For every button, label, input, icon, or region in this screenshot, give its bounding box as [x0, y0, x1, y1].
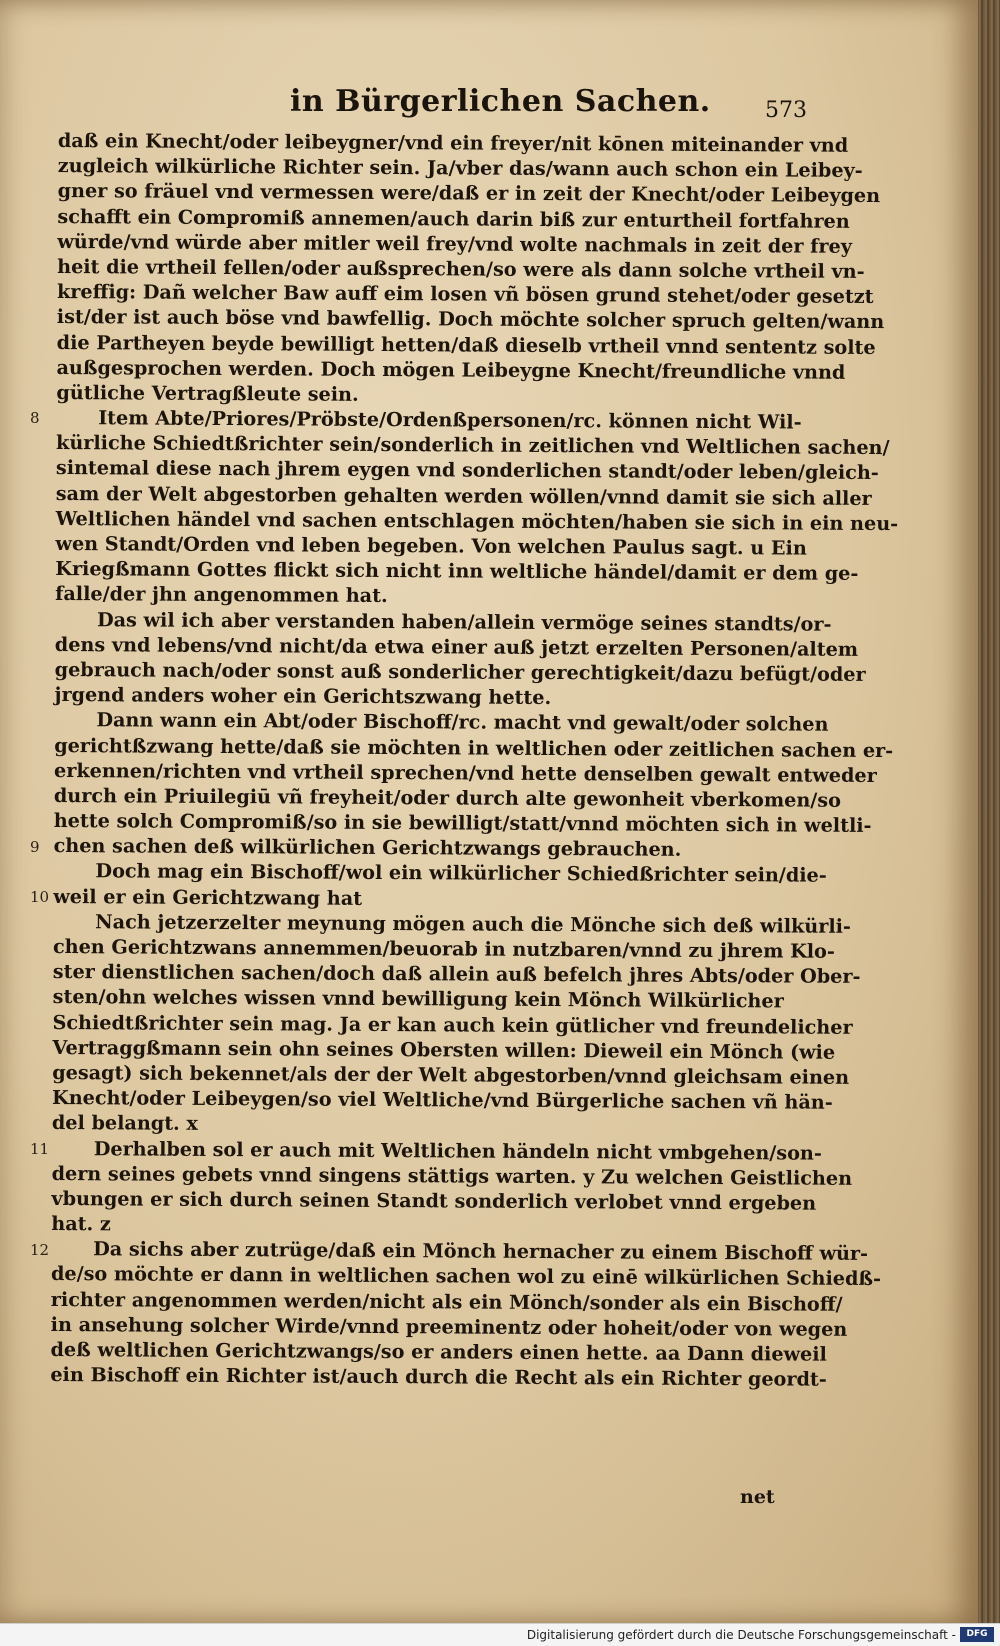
text-line: Item Abte/Priores/Pröbste/Ordenßpersonen/rc. können nicht Wil-	[98, 406, 802, 434]
text-line: würde/vnd würde aber mitler weil frey/vnd wolte nachmals in zeit der frey	[57, 229, 853, 258]
text-line: zugleich wilkürliche Richter sein. Ja/vber das/wann auch schon ein Leibey-	[57, 154, 863, 183]
text-line: chen sachen deß wilkürlichen Gerichtzwangs gebrauchen.	[53, 834, 682, 862]
margin-note: 8	[30, 409, 40, 428]
text-line: durch ein Priuilegiū vñ freyheit/oder durch alte gewonheit vberkomen/so	[53, 783, 842, 812]
text-line: dens vnd lebens/vnd nicht/da etwa einer auß jetzt erzelten Personen/altem	[54, 632, 859, 661]
text-line: del belangt. x	[51, 1111, 198, 1136]
text-line: hette solch Compromiß/so in sie bewilligt/statt/vnnd möchten sich in weltli-	[53, 809, 872, 838]
text-line: Nach jetzerzelter meynung mögen auch die Mönche sich deß wilkürli-	[95, 910, 852, 938]
text-line: gesagt) sich bekennet/als der der Welt abgestorben/vnnd gleichsam einen	[52, 1060, 850, 1089]
body-text	[50, 128, 899, 1392]
text-line: sten/ohn welches wissen vnnd bewilligung kein Mönch Wilkürlicher	[52, 985, 784, 1013]
text-line: de/so möchte er dann in weltlichen sachen wol zu einē wilkürlichen Schiedß-	[50, 1262, 882, 1291]
text-line: ein Bischoff ein Richter ist/auch durch die Recht als ein Richter geordt-	[50, 1363, 827, 1391]
text-line: außgesprochen werden. Doch mögen Leibeygne Knecht/freundliche vnnd	[56, 355, 846, 384]
footer-bar	[0, 1623, 1000, 1646]
running-head: in Bürgerlichen Sachen.	[290, 84, 711, 119]
margin-note: 11	[30, 1140, 50, 1158]
text-line: Derhalben sol er auch mit Weltlichen händeln nicht vmbgehen/son-	[93, 1136, 822, 1165]
text-line: Schiedtßrichter sein mag. Ja er kan auch kein gütlicher vnd freundelicher	[52, 1010, 853, 1039]
text-line: kürliche Schiedtßrichter sein/sonderlich in zeitlichen vnd Weltlichen sachen/	[56, 431, 890, 460]
text-line: weil er ein Gerichtzwang hat	[53, 884, 363, 910]
text-line: deß weltlichen Gerichtzwangs/so er anders einen hette. aa Dann dieweil	[50, 1337, 827, 1366]
text-line: hat. z	[51, 1212, 111, 1236]
text-line: gebrauch nach/oder sonst auß sonderlicher gerechtigkeit/dazu befügt/oder	[54, 657, 866, 686]
text-line: kreffig: Dañ welcher Baw auff eim losen vñ bösen grund stehet/oder gesetzt	[56, 280, 874, 309]
text-line: gerichtßzwang hette/daß sie möchten in weltlichen oder zeitlichen sachen er-	[54, 733, 894, 762]
text-line: richter angenommen werden/nicht als ein Mönch/sonder als ein Bischoff/	[50, 1287, 843, 1316]
text-line: schafft ein Compromiß annemen/auch darin biß zur enturtheil fortfahren	[57, 204, 850, 233]
text-line: Doch mag ein Bischoff/wol ein wilkürlicher Schiedßrichter sein/die-	[95, 859, 827, 888]
text-line: die Partheyen beyde bewilligt hetten/daß dieselb vrtheil vnnd sententz solte	[56, 330, 876, 359]
text-line: Dann wann ein Abt/oder Bischoff/rc. macht vnd gewalt/oder solchen	[96, 708, 829, 737]
text-line: heit die vrtheil fellen/oder außsprechen/so were als dann solche vrtheil vn-	[57, 254, 865, 283]
text-line: ster dienstlichen sachen/doch daß allein auß befelch jhres Abts/oder Ober-	[52, 960, 861, 989]
margin-note: 12	[30, 1240, 50, 1259]
margin-note: 10	[30, 888, 50, 906]
text-line: chen Gerichtzwans annemmen/beuorab in nutzbaren/vnnd zu jhrem Klo-	[52, 934, 835, 963]
text-line: Das wil ich aber verstanden haben/allein vermöge seines standts/or-	[96, 607, 832, 636]
page-edge	[978, 0, 1000, 1646]
page-number: 573	[765, 98, 807, 123]
text-line: dern seines gebets vnnd singens stättigs warten. y Zu welchen Geistlichen	[51, 1161, 853, 1190]
text-line: ist/der ist auch böse vnd bawfellig. Doch möchte solcher spruch gelten/wann	[56, 305, 885, 334]
text-line: Vertraggßmann sein ohn seines Obersten willen: Dieweil ein Mönch (wie	[52, 1035, 836, 1064]
text-line: erkennen/richten vnd vrtheil sprechen/vnd hette denselben gewalt entweder	[54, 758, 877, 787]
text-line: Da sichs aber zutrüge/daß ein Mönch hernacher zu einem Bischoff wür-	[93, 1237, 869, 1266]
footer-credit: Digitalisierung gefördert durch die Deutsche Forschungsgemeinschaft -	[526, 1628, 956, 1642]
text-line: in ansehung solcher Wirde/vnnd preeminentz oder hoheit/oder von wegen	[50, 1312, 848, 1341]
text-line: daß ein Knecht/oder leibeygner/vnd ein freyer/nit kōnen miteinander vnd	[57, 128, 849, 157]
text-line: jrgend anders woher ein Gerichtszwang hette.	[54, 683, 552, 710]
text-line: Kriegßmann Gottes flickt sich nicht inn weltliche händel/damit er dem ge-	[55, 557, 859, 586]
catch-word: net	[740, 1486, 775, 1508]
margin-note: 9	[30, 837, 40, 856]
text-line: falle/der jhn angenommen hat.	[55, 582, 388, 608]
text-line: wen Standt/Orden vnd leben begeben. Von welchen Paulus sagt. u Ein	[55, 531, 807, 560]
text-line: gner so fräuel vnd vermessen were/daß er in zeit der Knecht/oder Leibeygen	[57, 179, 881, 208]
text-line: vbungen er sich durch seinen Standt sonderlich verlobet vnnd ergeben	[51, 1186, 817, 1215]
text-line: sintemal diese nach jhrem eygen vnd sonderlichen standt/oder leben/gleich-	[55, 456, 879, 485]
text-line: Knecht/oder Leibeygen/so viel Weltliche/vnd Bürgerliche sachen vñ hän-	[52, 1086, 833, 1114]
text-line: gütliche Vertragßleute sein.	[56, 380, 359, 406]
dfg-logo[interactable]: DFG	[960, 1627, 994, 1642]
text-line: Weltlichen händel vnd sachen entschlagen möchten/haben sie sich in ein neu-	[55, 506, 899, 535]
text-line: sam der Welt abgestorben gehalten werden wöllen/vnnd damit sie sich aller	[55, 481, 872, 510]
